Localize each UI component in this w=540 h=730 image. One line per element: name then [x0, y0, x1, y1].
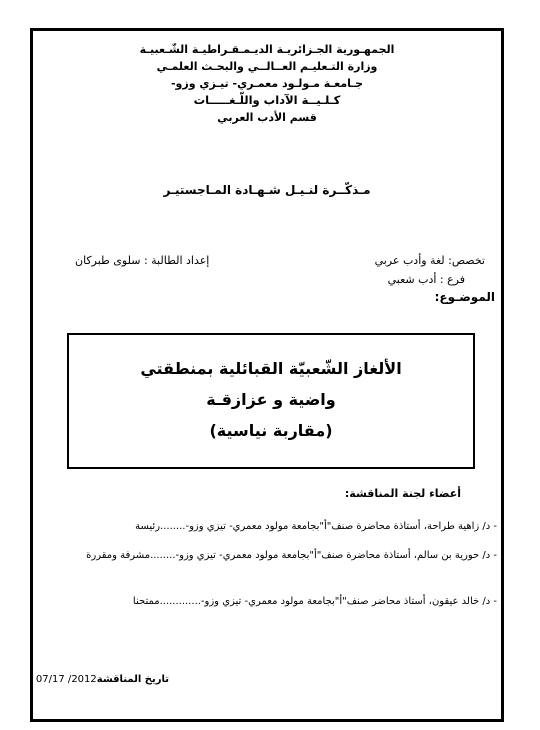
- defense-date-value: 2012/ 07/17: [35, 674, 97, 685]
- defense-date-label: تاريخ المناقشة: [96, 674, 169, 685]
- committee-member-supervisor: - د/ حورية بن سالم، أستاذة محاضرة صنف"أ"بجامعة مولود معمري- تيزي وزو-........مشرفة ومقررة: [86, 550, 497, 561]
- subject-line-2: واضية و عزازقـة: [206, 390, 336, 409]
- committee-title: أعضاء لجنة المناقشة:: [344, 487, 461, 500]
- defense-date: [36, 674, 169, 685]
- committee-member-president: - د/ زاهية طراحة، أستاذة محاضرة صنف"أ"بجامعة مولود معمري- تيزي وزو-........رئيسة: [135, 521, 497, 532]
- student-name: إعداد الطالبة : سلوى طبركان: [75, 254, 210, 267]
- header-line-republic: الجمهـورية الجـزائريـة الديـمـقـراطيـة الشّـعبيـة: [139, 43, 395, 56]
- page-border: [30, 28, 504, 722]
- committee-member-examiner: - د/ خالد عيقون، أستاذ محاضر صنف"أ"بجامعة مولود معمري- تيزي وزو-.............ممتحنا: [132, 596, 497, 607]
- header-line-ministry: وزارة التـعليـم العــالــي والبحـث العلمـي: [156, 60, 378, 73]
- branch: فرع : أدب شعبي: [387, 273, 465, 286]
- subject-line-1: الألغاز الشّعبيّة القبائلية بمنطقتي: [140, 359, 402, 378]
- institution-header: [33, 41, 501, 126]
- memo-title: مـذكّــرة لنـيـل شـهـادة المـاجستيـر: [163, 183, 371, 197]
- header-line-faculty: كـلـيــة الآداب واللّـغـــــات: [193, 93, 341, 107]
- subject-label: الموضـوع:: [434, 290, 495, 304]
- subject-line-3: (مقاربة نياسية): [209, 421, 333, 440]
- specialty: تخصص: لغة وأدب عربي: [374, 254, 485, 267]
- header-line-department: قسم الأدب العربي: [217, 111, 317, 124]
- subject-box: [67, 333, 475, 469]
- header-line-university: جـامعـة مـولـود معمـري- تيـزي وزو-: [170, 77, 363, 90]
